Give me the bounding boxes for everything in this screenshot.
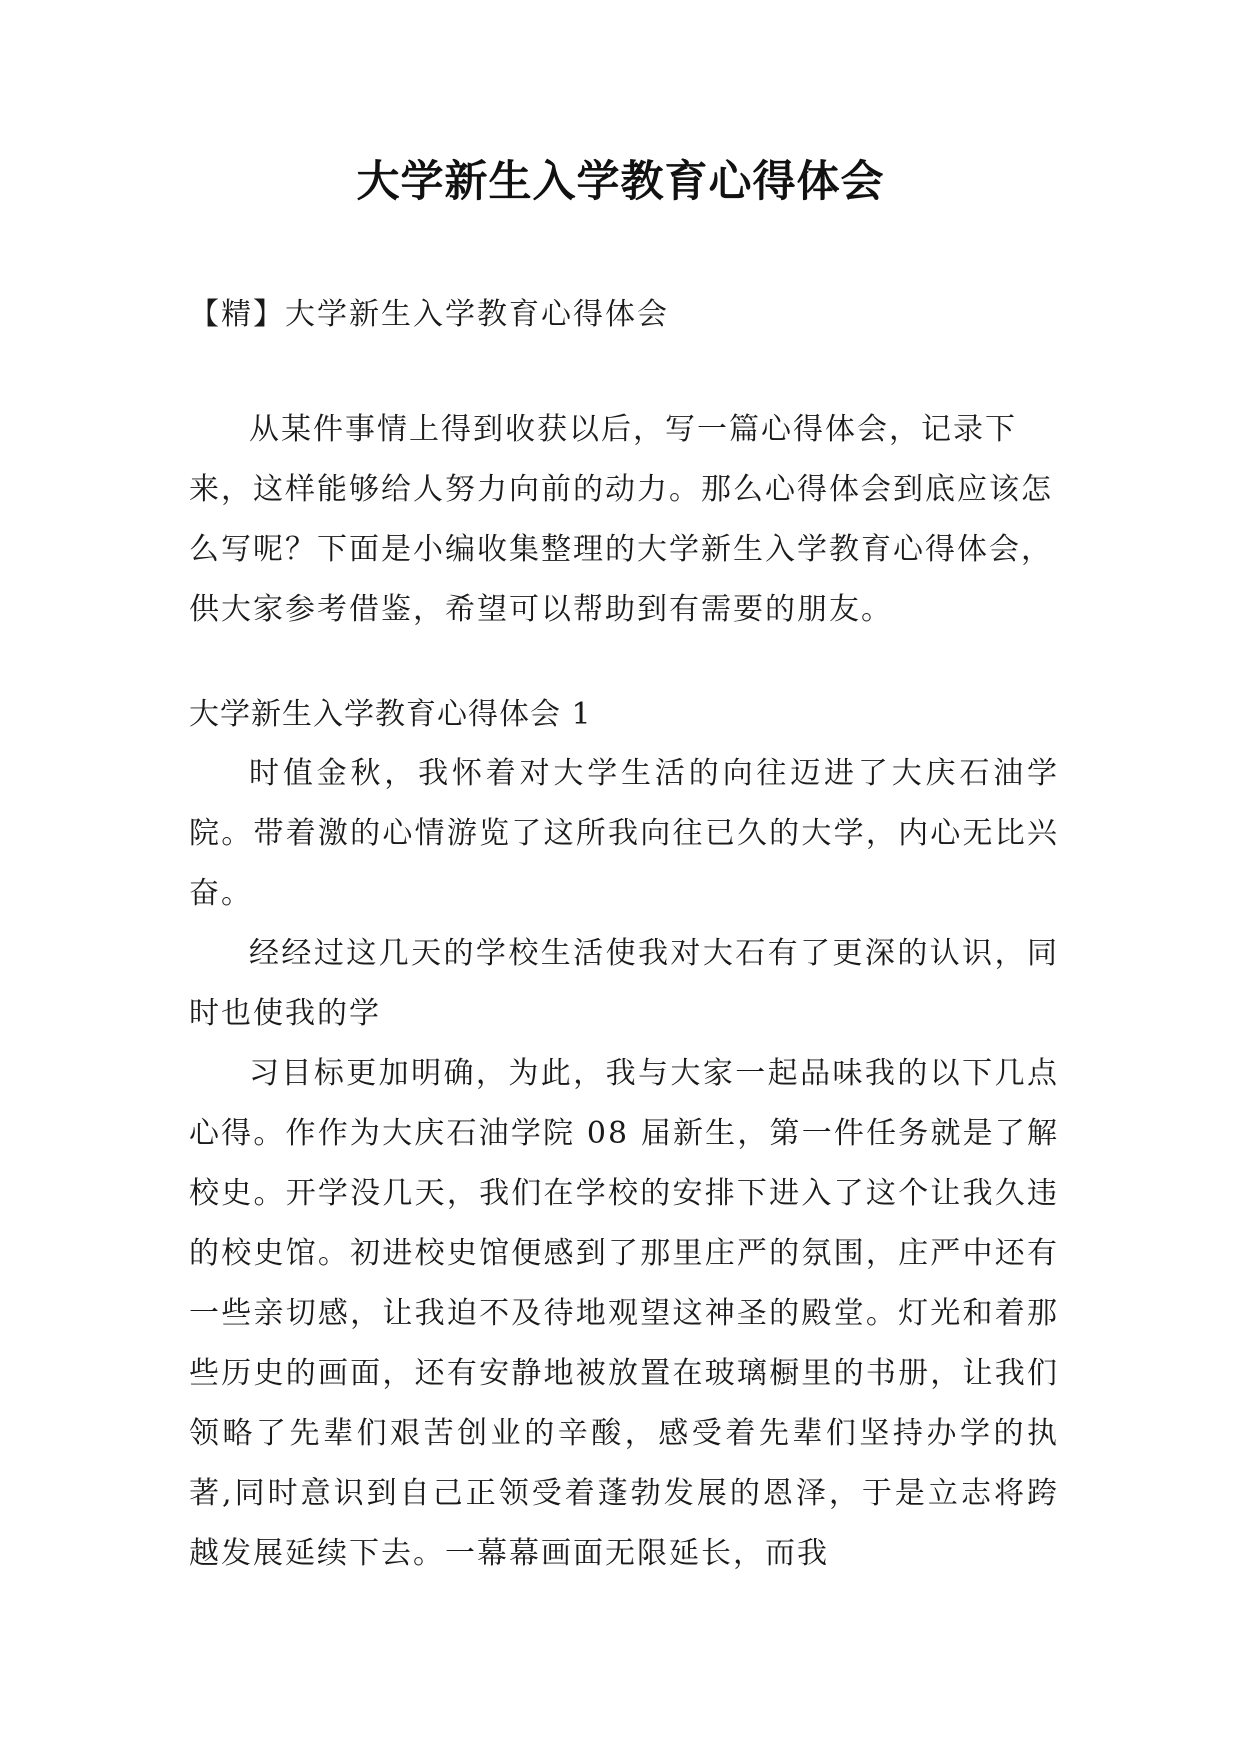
essay-section [189, 690, 1059, 1584]
body-paragraph: 习目标更加明确，为此，我与大家一起品味我的以下几点心得。作作为大庆石油学院 08 届新生，第一件任务就是了解校史。开学没几天，我们在学校的安排下进入了这个让我久违的校史馆。初进校史馆便感到了那里庄严的氛围，庄严中还有一些亲切感，让我迫不及待地观望这神圣的殿堂。灯光和着那些历史的画面，还有安静地被放置在玻璃橱里的书册，让我们领略了先辈们艰苦创业的辛酸，感受着先辈们坚持办学的执著,同时意识到自己正领受着蓬勃发展的恩泽，于是立志将跨越发展延续下去。一幕幕画面无限延长，而我 [189, 1056, 1059, 1571]
body-paragraph: 经经过这几天的学校生活使我对大石有了更深的认识，同时也使我的学 [189, 936, 1059, 1031]
section-heading: 大学新生入学教育心得体会 1 [189, 697, 592, 732]
intro-paragraph: 从某件事情上得到收获以后，写一篇心得体会，记录下来，这样能够给人努力向前的动力。那么心得体会到底应该怎么写呢？下面是小编收集整理的大学新生入学教育心得体会，供大家参考借鉴，希望可以帮助到有需要的朋友。 [189, 412, 1053, 627]
document-title: 大学新生入学教育心得体会 [356, 157, 885, 207]
body-paragraph: 时值金秋，我怀着对大学生活的向往迈进了大庆石油学院。带着激的心情游览了这所我向往已久的大学，内心无比兴奋。 [189, 756, 1059, 911]
document-subtitle: 【精】大学新生入学教育心得体会 [189, 297, 669, 332]
